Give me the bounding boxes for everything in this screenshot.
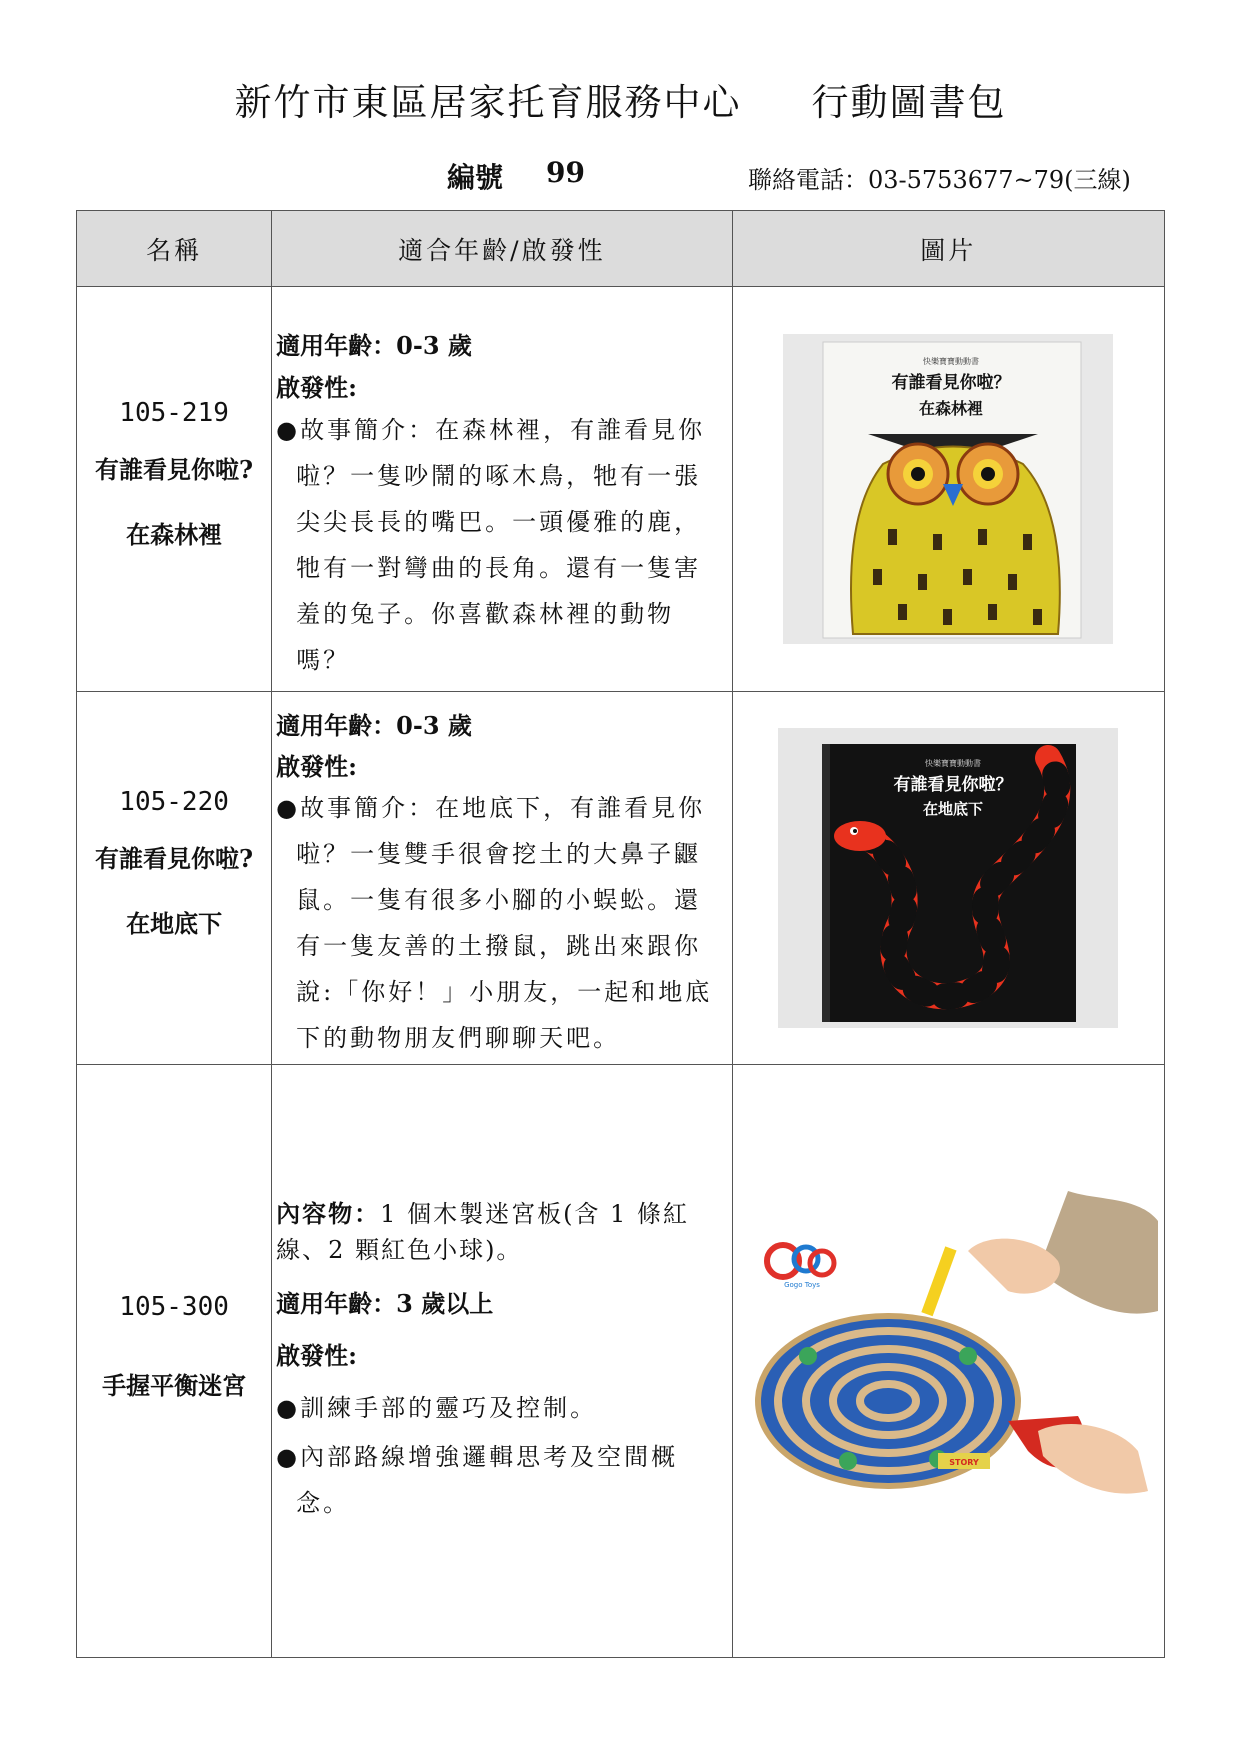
story-summary: ●故事簡介：在地底下，有誰看見你啦？一隻雙手很會挖土的大鼻子鼴鼠。一隻有很多小腳的小蜈蚣。還有一隻友善的土撥鼠，跳出來跟你說:「你好！」小朋友，一起和地底下的動物朋友們聊聊天吧。 bbox=[276, 794, 713, 1052]
item-desc-cell bbox=[272, 287, 732, 692]
cover-series: 快樂寶寶動動書 bbox=[925, 759, 982, 768]
table-row bbox=[77, 287, 1165, 692]
owl-book-cover bbox=[783, 334, 1113, 644]
item-code: 105-220 bbox=[119, 787, 229, 817]
inspire-label: 啟發性: bbox=[276, 752, 358, 781]
cover-title: 有誰看見你啦？ bbox=[891, 373, 1011, 393]
header-age: 適合年齡/啟發性 bbox=[272, 211, 732, 287]
item-subname: 在森林裡 bbox=[126, 520, 223, 549]
item-subname: 在地底下 bbox=[126, 909, 223, 938]
age-label: 適用年齡： bbox=[276, 1289, 397, 1318]
story-summary: ●故事簡介：在森林裡，有誰看見你啦？一隻吵鬧的啄木鳥，牠有一張尖尖長長的嘴巴。一頭優雅的鹿，牠有一對彎曲的長角。還有一隻害羞的兔子。你喜歡森林裡的動物嗎？ bbox=[276, 416, 706, 674]
header-picture: 圖片 bbox=[732, 211, 1164, 287]
cover-title: 有誰看見你啦？ bbox=[893, 775, 1013, 795]
benefit-item: ●內部路線增強邏輯思考及空間概念。 bbox=[276, 1443, 679, 1517]
item-name: 有誰看見你啦? bbox=[95, 455, 254, 484]
table-row bbox=[77, 692, 1165, 1065]
code-label: 編號 bbox=[447, 161, 504, 194]
table-row bbox=[77, 1065, 1165, 1658]
title-mobile-library: 行動圖書包 bbox=[811, 81, 1007, 124]
table-header-row bbox=[77, 211, 1165, 287]
item-name: 有誰看見你啦? bbox=[95, 844, 254, 873]
item-desc-cell bbox=[272, 1065, 732, 1658]
item-name-cell bbox=[77, 692, 272, 1065]
subheader bbox=[0, 156, 1241, 196]
code-number: 99 bbox=[546, 156, 585, 189]
snake-book-cover bbox=[778, 728, 1118, 1028]
age-label: 適用年齡： bbox=[276, 331, 397, 360]
age-value: 0-3 歲 bbox=[396, 331, 472, 360]
cover-series: 快樂寶寶動動書 bbox=[923, 357, 980, 366]
title-center-name: 新竹市東區居家托育服務中心 bbox=[234, 81, 742, 124]
svg-text:STORY: STORY bbox=[949, 1458, 980, 1467]
age-label: 適用年齡： bbox=[276, 711, 397, 740]
contact-phone: 聯絡電話：03-5753677~79(三線) bbox=[748, 166, 1131, 194]
cover-subtitle: 在地底下 bbox=[923, 800, 984, 818]
item-code: 105-219 bbox=[119, 398, 229, 428]
item-code: 105-300 bbox=[119, 1291, 229, 1322]
item-name-cell bbox=[77, 287, 272, 692]
svg-text:Gogo Toys: Gogo Toys bbox=[784, 1281, 821, 1289]
page-title bbox=[0, 72, 1241, 126]
item-image-cell bbox=[732, 1065, 1164, 1658]
content-value: 1 個木製迷宮板(含 1 條紅線、2 顆紅色小球)。 bbox=[276, 1200, 689, 1264]
cover-subtitle: 在森林裡 bbox=[919, 399, 984, 418]
inspire-label: 啟發性: bbox=[276, 373, 358, 402]
maze-toy-photo bbox=[738, 1191, 1158, 1531]
item-name: 手握平衡迷宮 bbox=[102, 1370, 247, 1400]
age-value: 3 歲以上 bbox=[396, 1289, 494, 1318]
item-image-cell bbox=[732, 287, 1164, 692]
content-label: 內容物： bbox=[276, 1199, 381, 1228]
item-name-cell bbox=[77, 1065, 272, 1658]
inspire-label: 啟發性: bbox=[276, 1341, 358, 1370]
book-table bbox=[76, 210, 1165, 1658]
header-name: 名稱 bbox=[77, 211, 272, 287]
age-value: 0-3 歲 bbox=[396, 711, 472, 740]
benefit-item: ●訓練手部的靈巧及控制。 bbox=[276, 1394, 598, 1422]
item-desc-cell bbox=[272, 692, 732, 1065]
item-image-cell bbox=[732, 692, 1164, 1065]
